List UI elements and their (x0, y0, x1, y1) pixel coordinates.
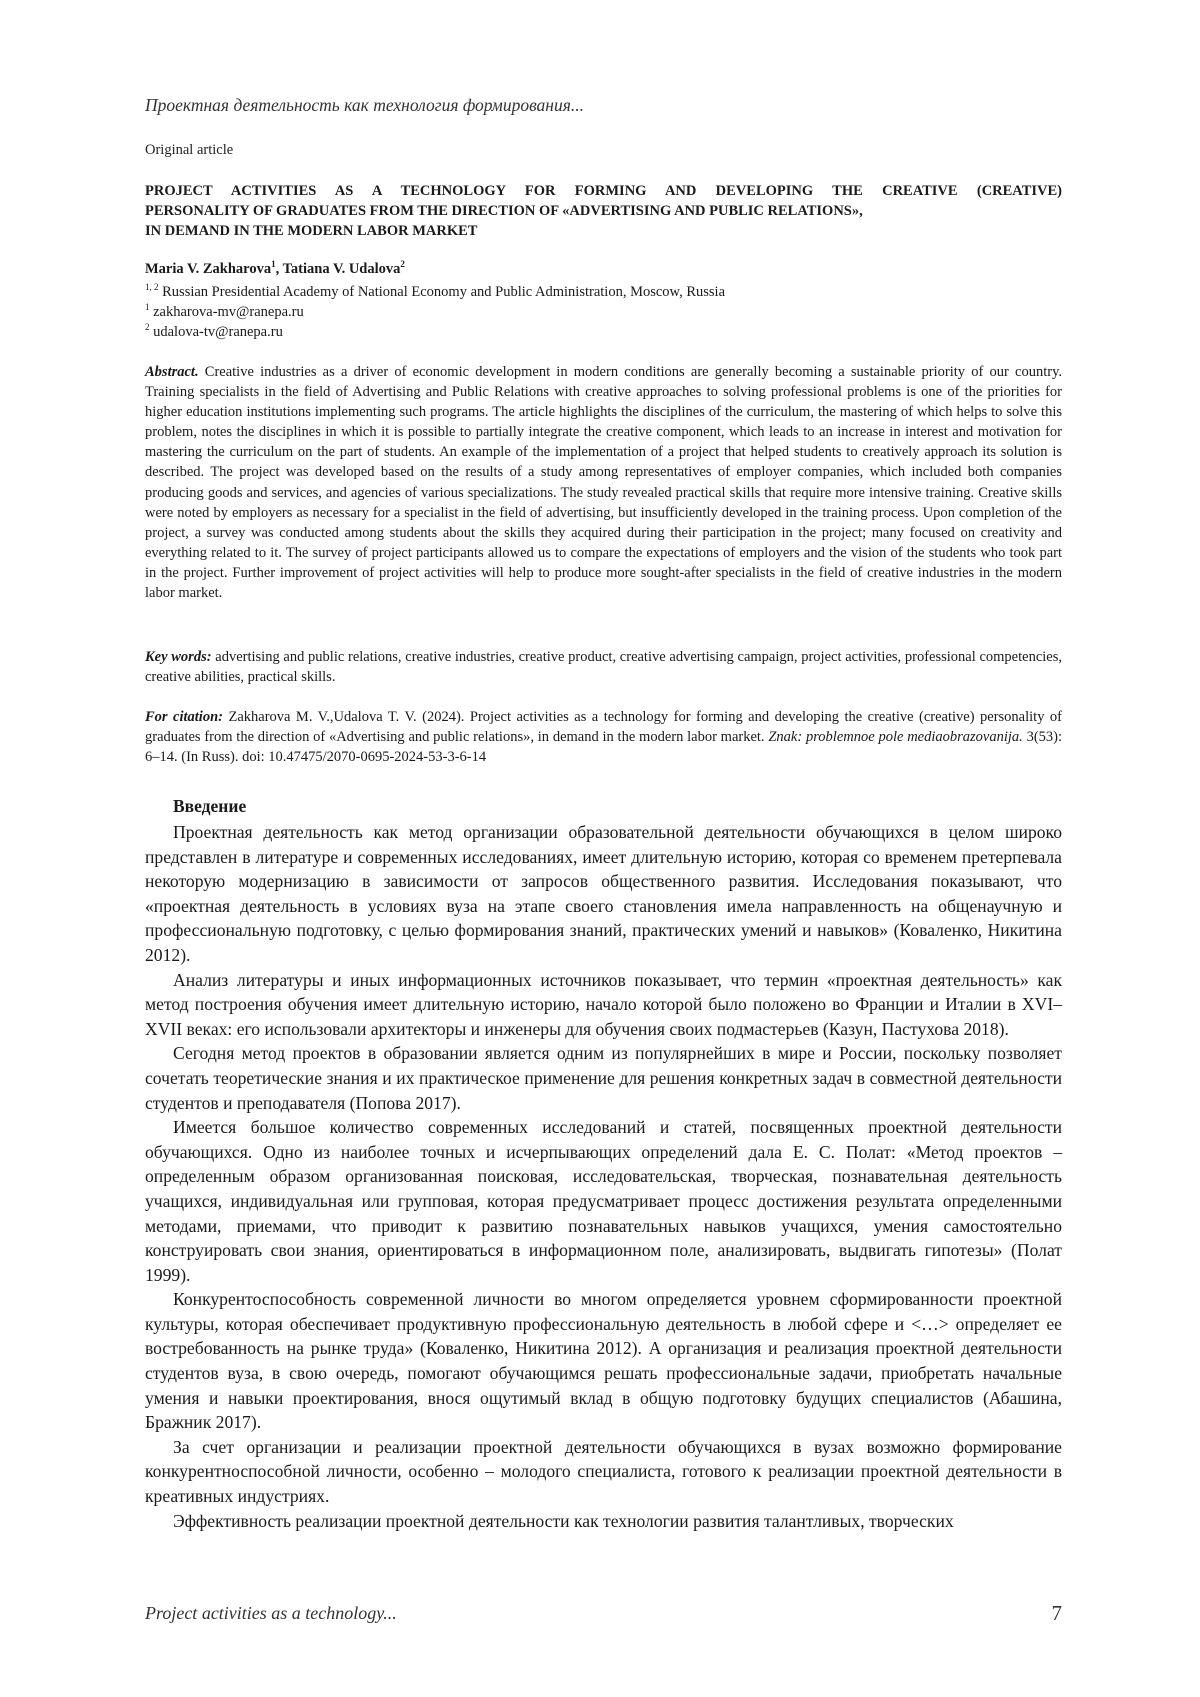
citation-journal: Znak: problemnoe pole mediaobrazovanija. (768, 729, 1023, 746)
keywords-label: Key words: (145, 649, 212, 665)
running-header: Проектная деятельность как технология формирования... (145, 95, 584, 115)
page-number: 7 (1051, 1601, 1062, 1625)
affiliation-sup: 1, 2 (145, 282, 159, 293)
abstract-label: Abstract. (145, 364, 199, 380)
author-2-sup: 2 (400, 259, 405, 270)
section-heading: Введение (173, 796, 247, 816)
title-line-1: PROJECT ACTIVITIES AS A TECHNOLOGY FOR FORMING AND DEVELOPING THE CREATIVE (CREATIVE) (145, 183, 1062, 199)
author-separator: , (275, 261, 283, 277)
email-1-text[interactable]: zakharova-mv@ranepa.ru (153, 304, 304, 320)
email-1-sup: 1 (145, 302, 150, 313)
title-line-2: PERSONALITY OF GRADUATES FROM THE DIRECTION OF «ADVERTISING AND PUBLIC RELATIONS», (145, 203, 863, 219)
paragraph: Имеется большое количество современных исследований и статей, посвященных проектной деятельности обучающихся. Одно из наиболее точных и исчерпывающих определений дала Е. С. Полат: «Метод проектов – определенным образом организованная поисковая, исследовательская, творческая, познавательная деятельность учащихся, индивидуальная или групповая, которая предусматривает процесс достижения результата определенными методами, приемами, что приводит к развитию познавательных навыков учащихся, умения самостоятельно конструировать свои знания, ориентироваться в информационном поле, анализировать, выдвигать гипотезы» (Полат 1999). (145, 1117, 1062, 1285)
paragraph: Анализ литературы и иных информационных источников показывает, что термин «проектная деятельность» как метод построения обучения имеет длительную историю, начало которой было положено во Франции и Италии в XVI–XVII веках: его использовали архитекторы и инженеры для обучения своих подмастерьев (Казун, Пастухова 2018). (145, 969, 1062, 1039)
article-title (145, 181, 1062, 241)
paragraph: Эффективность реализации проектной деятельности как технологии развития талантливых, творческих (173, 1510, 954, 1531)
abstract (145, 362, 1062, 603)
paragraph: Конкурентоспособность современной личности во многом определяется уровнем сформированности проектной культуры, которая обеспечивает продуктивную профессиональную деятельность в любой сфере и <…> определяет ее востребованность на рынке труда» (Коваленко, Никитина 2012). А организация и реализация проектной деятельности студентов вуза, в свою очередь, помогают обучающимся решать профессиональные задачи, приобретать начальные умения и навыки проектирования, внося ощутимый вклад в общую подготовку будущих специалистов (Абашина, Бражник 2017). (145, 1289, 1062, 1433)
affiliation (145, 282, 725, 302)
author-2: Tatiana V. Udalova (282, 261, 401, 277)
email-2 (145, 322, 283, 342)
citation-label: For citation: (145, 709, 223, 725)
email-1 (145, 302, 304, 322)
journal-page (145, 0, 1062, 1697)
paragraph: Проектная деятельность как метод организации образовательной деятельности обучающихся в целом широко представлен в литературе и современных исследованиях, имеет длительную историю, которая со временем претерпевала некоторую модернизацию в зависимости от запросов общественного развития. Исследования показывают, что «проектная деятельность в условиях вуза на этапе своего становления имела направленность на общенаучную и профессиональную подготовку, с целью формирования знаний, практических умений и навыков» (Коваленко, Никитина 2012). (145, 822, 1062, 965)
citation-text-2: 3(53): 6–14. (In Russ). doi: 10.47475/2070-0695-2024-53-3-6-14 (145, 729, 1063, 766)
paragraph: Сегодня метод проектов в образовании является одним из популярнейших в мире и России, поскольку позволяет сочетать теоретические знания и их практическое применение для решения конкретных задач в совместной деятельности студентов и преподавателя (Попова 2017). (145, 1043, 1062, 1113)
paragraph: За счет организации и реализации проектной деятельности обучающихся в вузах возможно формирование конкурентноспособной личности, особенно – молодого специалиста, готового к реализации проектной деятельности в креативных индустриях. (145, 1436, 1062, 1507)
author-1-sup: 1 (271, 259, 276, 270)
title-line-3: IN DEMAND IN THE MODERN LABOR MARKET (145, 223, 478, 239)
email-2-sup: 2 (145, 322, 150, 333)
keywords (145, 647, 1062, 687)
running-footer: Project activities as a technology... (145, 1603, 397, 1623)
citation-text-1: Zakharova M. V.,Udalova T. V. (2024). Project activities as a technology for forming and developing the creative (creative) personality of graduates from the direction of «Advertising and public relations», in demand in the modern labor market. (145, 709, 1062, 746)
keywords-text: advertising and public relations, creative industries, creative product, creative advertising campaign, project activities, professional competencies, creative abilities, practical skills. (145, 649, 1062, 686)
affiliation-text: Russian Presidential Academy of National Economy and Public Administration, Moscow, Russia (162, 284, 726, 300)
abstract-text: Creative industries as a driver of economic development in modern conditions are generally becoming a sustainable priority of our country. Training specialists in the field of Advertising and Public Relations with creative approaches to solving professional problems is one of the priorities for higher education institutions implementing such programs. The article highlights the disciplines of the curriculum, the mastering of which helps to solve this problem, notes the disciplines in which it is possible to partially integrate the creative component, which leads to an increase in interest and motivation for mastering the curriculum on the part of students. An example of the implementation of a project that helped students to creatively approach its solution is described. The project was developed based on the results of a study among representatives of employer companies, which included both companies producing goods and services, and agencies of various specializations. The study revealed practical skills that require more intensive training. Creative skills were noted by employers as necessary for a specialist in the field of advertising, but insufficiently developed in the training process. Upon completion of the project, a survey was conducted among students about the skills they acquired during their participation in the project; many focused on creativity and everything related to it. The survey of project participants allowed us to compare the expectations of employers and the vision of the students who took part in the project. Further improvement of project activities will help to produce more sought-after specialists in the field of creative industries in the modern labor market. (145, 364, 1062, 602)
author-1: Maria V. Zakharova (145, 261, 272, 277)
article-type: Original article (145, 142, 234, 158)
body-text (145, 820, 1062, 1533)
authors (145, 261, 405, 278)
email-2-text[interactable]: udalova-tv@ranepa.ru (153, 324, 283, 340)
citation (145, 707, 1062, 767)
